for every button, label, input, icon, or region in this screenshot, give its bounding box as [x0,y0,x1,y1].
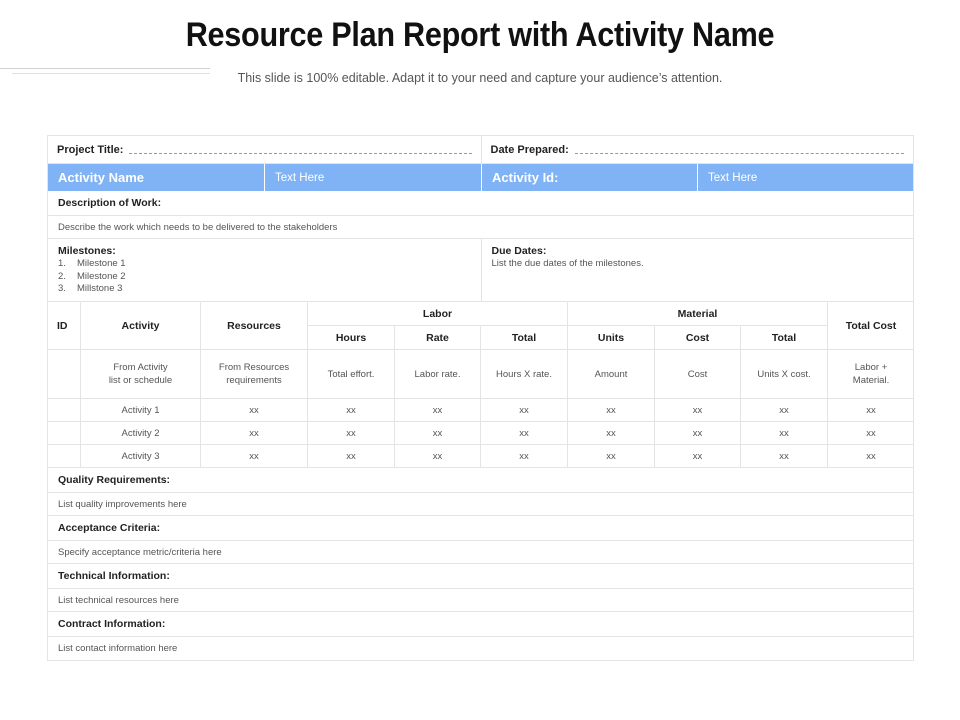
col-header-rate: Rate [395,326,481,350]
table-row-cell[interactable]: xx [395,445,481,467]
table-row-cell[interactable]: xx [568,445,655,467]
table-row-cell[interactable]: xx [201,422,308,445]
col-header-activity: Activity [81,302,201,350]
table-row-cell[interactable]: xx [866,450,876,462]
section-text[interactable]: List quality improvements here [48,493,913,516]
guide-row-cell[interactable]: From Activity list or schedule [81,350,201,399]
project-row [48,136,913,164]
col-header-units: Units [568,326,655,350]
milestone-item[interactable]: 3. Millstone 3 [58,283,123,294]
section-heading: Contract Information: [48,612,913,637]
project-title-line [129,146,471,154]
table-row-cell[interactable]: xx [655,422,741,445]
guide-row-cell[interactable]: Total effort. [308,350,395,399]
table-row-cell[interactable]: xx [395,422,481,445]
guide-row-cell[interactable]: Cost [655,350,741,399]
section-heading: Quality Requirements: [48,468,913,493]
guide-row-cell[interactable]: From Resources requirements [201,350,308,399]
table-row-cell[interactable]: Activity 2 [81,422,201,445]
date-prepared-field[interactable] [481,136,914,163]
resource-table [48,302,913,468]
table-row-cell[interactable]: xx [568,422,655,445]
page-title: Resource Plan Report with Activity Name [185,16,775,54]
due-dates-heading: Due Dates: [491,245,547,257]
milestones-cell [48,239,481,301]
table-row-cell[interactable]: xx [655,399,741,422]
table-row-cell[interactable]: xx [828,422,914,445]
milestones-heading: Milestones: [58,245,116,257]
col-header-cost: Cost [655,326,741,350]
section-text[interactable]: List contact information here [58,643,178,654]
col-header-hours: Hours [308,326,395,350]
activity-bar [48,164,913,191]
table-row-cell[interactable] [48,445,81,467]
info-sections [48,468,913,660]
milestone-item[interactable]: 2. Milestone 2 [58,270,126,282]
col-header-labor-total: Total [481,326,568,350]
table-row-cell[interactable]: xx [481,445,568,467]
activity-name-label: Activity Name [58,170,144,185]
date-prepared-line [575,146,904,154]
due-dates-cell [481,239,914,301]
table-row-cell[interactable]: Activity 1 [81,399,201,422]
decorative-divider [0,68,210,69]
col-header-id: ID [48,302,81,350]
guide-row-cell[interactable]: Amount [568,350,655,399]
guide-row-cell[interactable]: Units X cost. [741,350,828,399]
table-row-cell[interactable]: xx [741,399,828,422]
date-prepared-label: Date Prepared: [490,143,569,156]
col-header-resources: Resources [201,302,308,350]
activity-id-value[interactable]: Text Here [697,164,913,191]
table-row-cell[interactable] [48,399,81,422]
col-header-material: Material [568,302,828,326]
description-text[interactable]: Describe the work which needs to be delivered to the stakeholders [48,216,913,239]
project-title-label: Project Title: [57,143,124,156]
guide-row-cell[interactable] [48,350,81,399]
due-dates-text[interactable]: List the due dates of the milestones. [491,258,644,269]
table-row-cell[interactable]: xx [741,422,828,445]
guide-row-cell[interactable]: Labor + Material. [828,350,914,399]
table-row-cell[interactable]: xx [308,422,395,445]
guide-row-cell[interactable]: Hours X rate. [481,350,568,399]
table-row-cell[interactable]: xx [481,399,568,422]
table-row-cell[interactable]: xx [568,399,655,422]
section-heading: Acceptance Criteria: [48,516,913,541]
section-heading: Technical Information: [48,564,913,589]
table-row-cell[interactable]: xx [481,422,568,445]
milestone-item[interactable]: 1. Milestone 1 [58,258,126,269]
section-text[interactable]: Specify acceptance metric/criteria here [48,541,913,564]
col-header-labor: Labor [308,302,568,326]
table-row-cell[interactable]: Activity 3 [81,445,201,467]
table-row-cell[interactable]: xx [201,445,308,467]
description-heading: Description of Work: [48,191,913,216]
milestones-row [48,239,913,302]
page-subtitle: This slide is 100% editable. Adapt it to your need and capture your audience’s attention. [237,71,723,85]
table-row-cell[interactable]: xx [828,399,914,422]
col-header-material-total: Total [741,326,828,350]
guide-row-cell[interactable]: Labor rate. [395,350,481,399]
activity-id-label: Activity Id: [481,164,697,191]
table-row-cell[interactable]: xx [395,399,481,422]
activity-name-value[interactable]: Text Here [264,164,481,191]
table-row-cell[interactable] [48,422,81,445]
table-row-cell[interactable]: xx [201,399,308,422]
table-row-cell[interactable]: xx [655,445,741,467]
section-text[interactable]: List technical resources here [48,589,913,612]
table-row-cell[interactable]: xx [741,445,828,467]
project-title-field[interactable] [48,136,481,163]
col-header-total-cost: Total Cost [828,302,914,350]
table-row-cell[interactable]: xx [308,399,395,422]
table-row-cell[interactable]: xx [308,445,395,467]
resource-plan-form [47,135,914,661]
